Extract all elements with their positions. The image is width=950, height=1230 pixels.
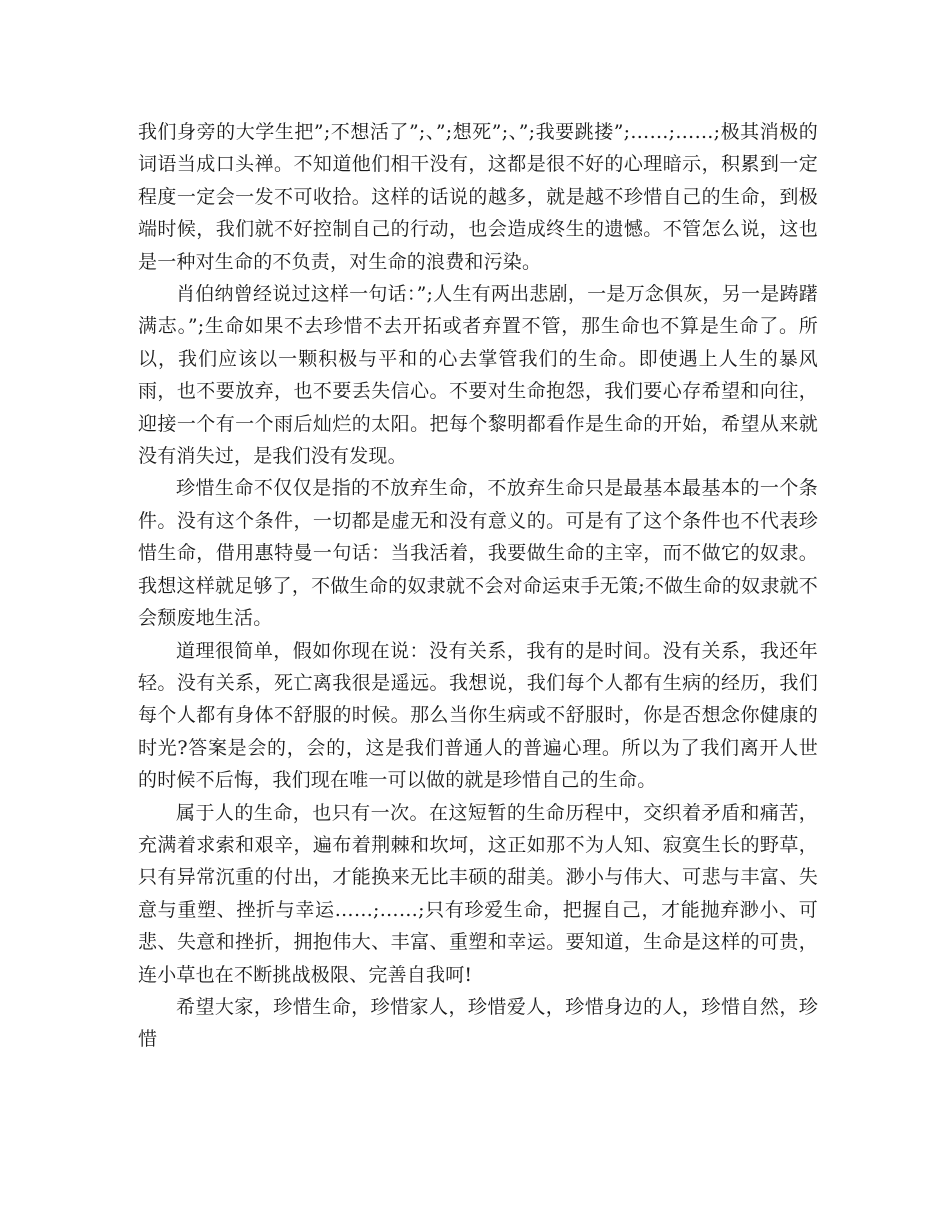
paragraph-6: 希望大家，珍惜生命，珍惜家人，珍惜爱人，珍惜身边的人，珍惜自然，珍惜 (138, 995, 818, 1051)
paragraph-2: 肖伯纳曾经说过这样一句话：”;人生有两出悲剧，一是万念俱灰，另一是踌躇满志。”;生命如果不去珍惜不去开拓或者弃置不管，那生命也不算是生命了。所以，我们应该以一颗积极与平和的心去掌管我们的生命。即使遇上人生的暴风雨，也不要放弃，也不要丢失信心。不要对生命抱怨，我们要心存希望和向往，迎接一个有一个雨后灿烂的太阳。把每个黎明都看作是生命的开始，希望从来就没有消失过，是我们没有发现。 (138, 283, 818, 468)
paragraph-1: 我们身旁的大学生把”;不想活了”;、”;想死”;、”;我要跳搂”;……;……;极其消极的词语当成口头禅。不知道他们相干没有，这都是很不好的心理暗示，积累到一定程度一定会一发不可收拾。这样的话说的越多，就是越不珍惜自己的生命，到极端时候，我们就不好控制自己的行动，也会造成终生的遗憾。不管怎么说，这也是一种对生命的不负责，对生命的浪费和污染。 (138, 121, 818, 273)
paragraph-4: 道理很简单，假如你现在说：没有关系，我有的是时间。没有关系，我还年轻。没有关系，死亡离我很是遥远。我想说，我们每个人都有生病的经历，我们每个人都有身体不舒服的时候。那么当你生病或不舒服时，你是否想念你健康的时光?答案是会的，会的，这是我们普通人的普遍心理。所以为了我们离开人世的时候不后悔，我们现在唯一可以做的就是珍惜自己的生命。 (138, 639, 818, 792)
paragraph-3: 珍惜生命不仅仅是指的不放弃生命，不放弃生命只是最基本最基本的一个条件。没有这个条件，一切都是虚无和没有意义的。可是有了这个条件也不代表珍惜生命，借用惠特曼一句话：当我活着，我要做生命的主宰，而不做它的奴隶。我想这样就足够了，不做生命的奴隶就不会对命运束手无策;不做生命的奴隶就不会颓废地生活。 (138, 477, 818, 630)
paragraph-5: 属于人的生命，也只有一次。在这短暂的生命历程中，交织着矛盾和痛苦，充满着求索和艰辛，遍布着荆棘和坎坷，这正如那不为人知、寂寞生长的野草，只有异常沉重的付出，才能换来无比丰硕的甜美。渺小与伟大、可悲与丰富、失意与重塑、挫折与幸运……;……;只有珍爱生命，把握自己，才能抛弃渺小、可悲、失意和挫折，拥抱伟大、丰富、重塑和幸运。要知道，生命是这样的可贵，连小草也在不断挑战极限、完善自我呵! (138, 801, 818, 986)
document-body (138, 116, 818, 1056)
